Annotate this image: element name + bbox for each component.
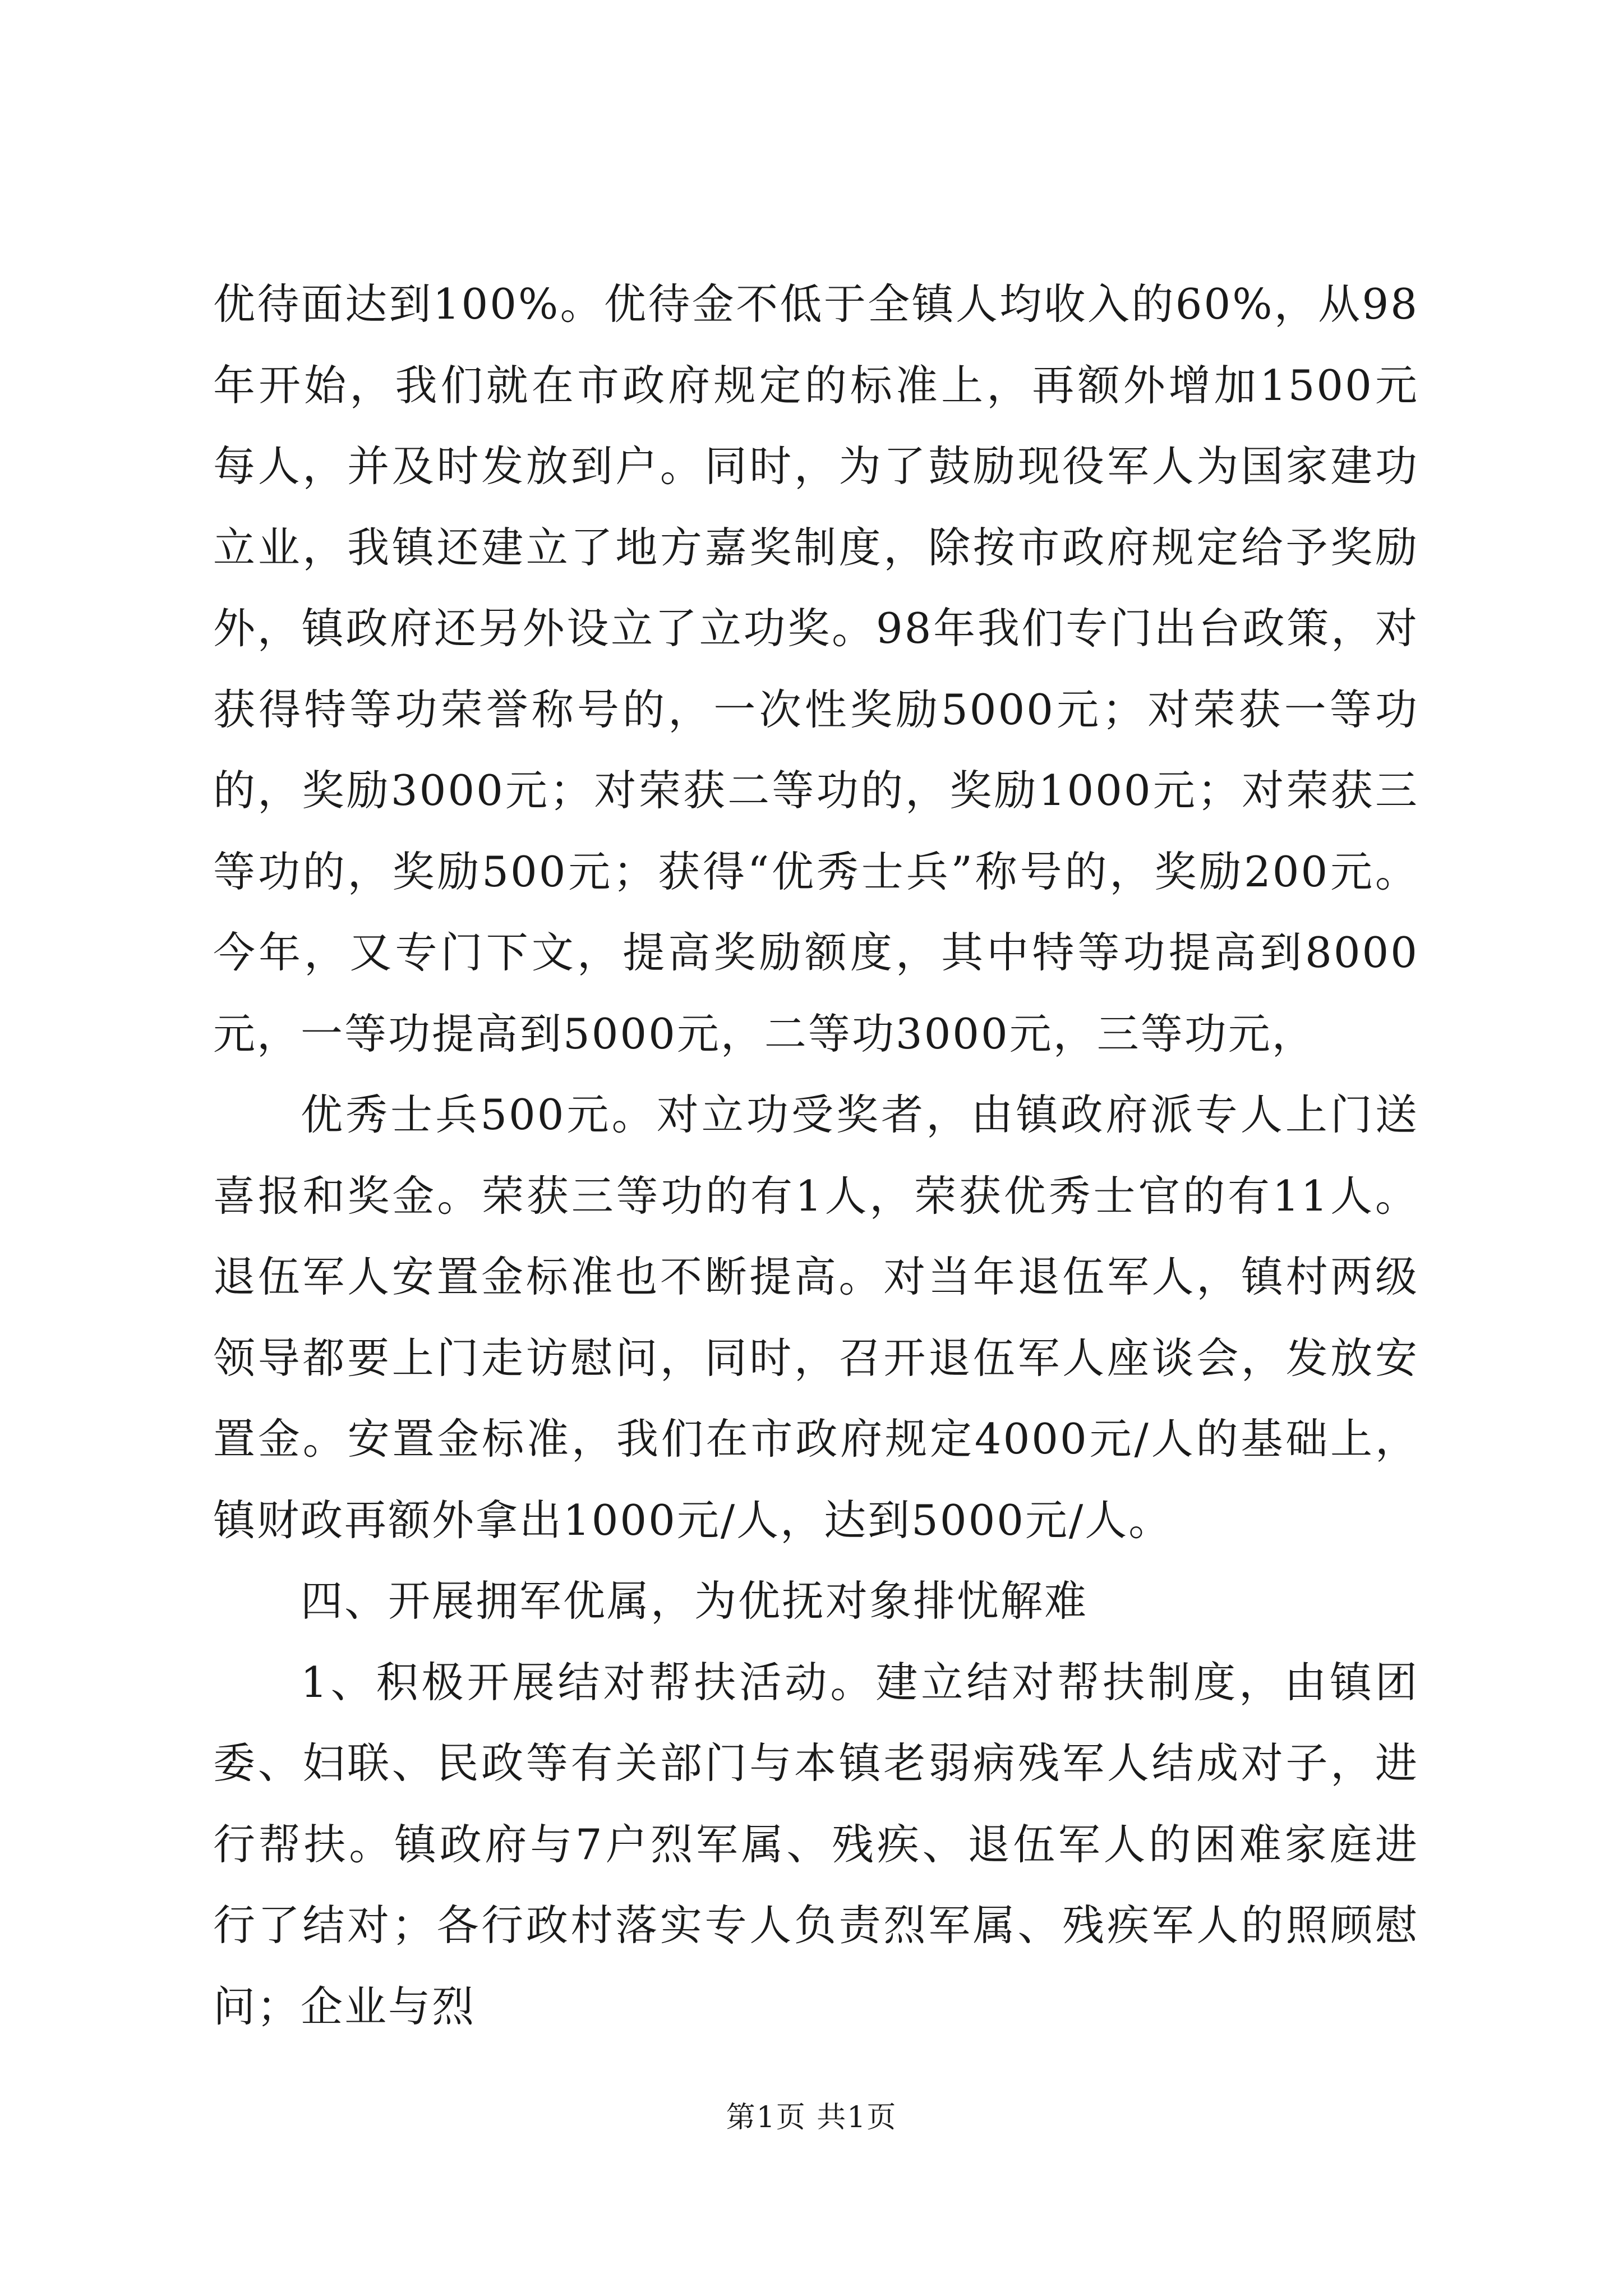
- section-heading: 四、开展拥军优属，为优抚对象排忧解难: [301, 1576, 1089, 1626]
- paragraph-3: 1、积极开展结对帮扶活动。建立结对帮扶制度，由镇团委、妇联、民政等有关部门与本镇老弱病残军人结成对子，进行帮扶。镇政府与7户烈军属、残疾、退伍军人的困难家庭进行了结对；各行政村落实专人负责烈军属、残疾军人的照顾慰问；企业与烈: [213, 1657, 1419, 2031]
- page-number-footer: 第1页 共1页: [726, 2101, 897, 2134]
- paragraph-2: 优秀士兵500元。对立功受奖者，由镇政府派专人上门送喜报和奖金。荣获三等功的有1人，荣获优秀士官的有11人。退伍军人安置金标准也不断提高。对当年退伍军人，镇村两级领导都要上门走访慰问，同时，召开退伍军人座谈会，发放安置金。安置金标准，我们在市政府规定4000元/人的基础上，镇财政再额外拿出1000元/人，达到5000元/人。: [213, 1090, 1419, 1545]
- paragraph-1: 优待面达到100%。优待金不低于全镇人均收入的60%，从98年开始，我们就在市政府规定的标准上，再额外增加1500元每人，并及时发放到户。同时，为了鼓励现役军人为国家建功立业，我镇还建立了地方嘉奖制度，除按市政府规定给予奖励外，镇政府还另外设立了立功奖。98年我们专门出台政策，对获得特等功荣誉称号的，一次性奖励5000元；对荣获一等功的，奖励3000元；对荣获二等功的，奖励1000元；对荣获三等功的，奖励500元；获得“优秀士兵”称号的，奖励200元。今年，又专门下文，提高奖励额度，其中特等功提高到8000元，一等功提高到5000元，二等功3000元，三等功元，: [213, 279, 1419, 1059]
- document-body: [213, 264, 1419, 2047]
